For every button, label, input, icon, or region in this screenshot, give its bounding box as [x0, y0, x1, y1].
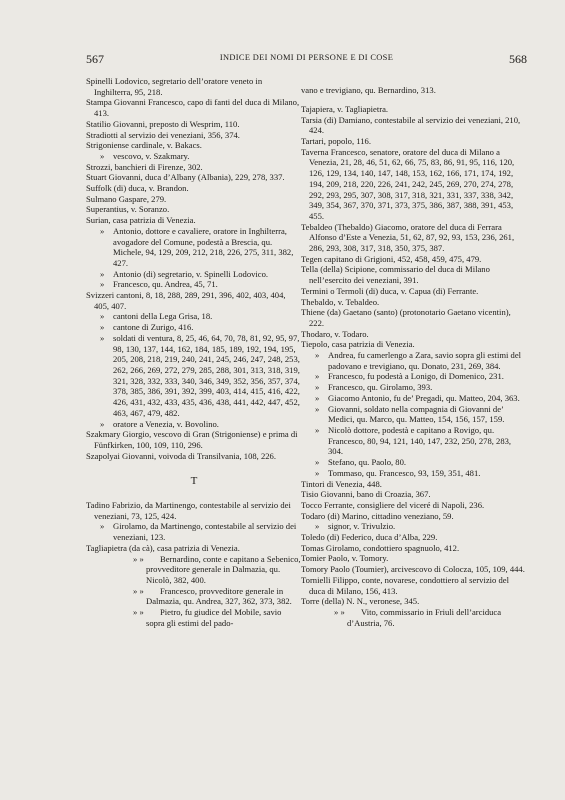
index-entry: [86, 451, 302, 462]
index-entry: [86, 97, 302, 118]
index-entry: [86, 429, 302, 450]
entry-text: Tomier Paolo, v. Tomory.: [301, 553, 389, 564]
index-entry: [301, 147, 527, 222]
entry-text: Todaro (di) Marino, cittadino veneziano, 59.: [301, 510, 454, 521]
ditto-mark: »: [100, 332, 105, 343]
index-entry: [301, 329, 527, 340]
ditto-mark: »: [100, 322, 105, 333]
entry-text: Tommaso, qu. Francesco, 93, 159, 351, 481.: [328, 467, 481, 478]
index-entry: [86, 76, 302, 97]
index-entry: [301, 553, 527, 564]
index-entry: [86, 140, 302, 151]
entry-text: cantone di Zurigo, 416.: [113, 322, 194, 333]
entry-text: Stampa Giovanni Francesco, capo di fanti del duca di Milano, 413.: [86, 97, 300, 119]
entry-text: Spinelli Lodovico, segretario dell’oratore veneto in Inghilterra, 95, 218.: [86, 76, 263, 97]
entry-text: Tartari, popolo, 116.: [301, 136, 371, 146]
index-subentry: [86, 554, 302, 586]
index-entry: [301, 500, 527, 511]
index-subentry: [301, 521, 527, 532]
entry-text: Toledo (di) Federico, duca d’Alba, 229.: [301, 532, 438, 543]
entry-text: Torre (della) N. N., veronese, 345.: [301, 596, 420, 607]
ditto-mark: »: [100, 225, 105, 236]
ditto-mark: »: [315, 403, 320, 414]
ditto-mark: »: [315, 371, 320, 382]
ditto-mark: »: [315, 382, 320, 393]
index-entry: [301, 564, 527, 575]
entry-continuation: [301, 85, 527, 96]
index-entry: [301, 115, 527, 136]
index-subentry: [301, 607, 527, 628]
index-entry: [301, 575, 527, 596]
index-entry: [86, 215, 302, 226]
entry-text: Girolamo, da Martinengo, contestabile al servizio dei veneziani, 123.: [113, 521, 297, 543]
index-entry: [301, 596, 527, 607]
index-subentry: [86, 311, 302, 322]
ditto-mark: »: [100, 279, 105, 290]
entry-text: Taverna Francesco, senatore, oratore del duca di Milano a Venezia, 21, 28, 46, 51, 62, 66, 75, 83, 86, 91, 95, 116, 120, 126, 129, 134, 140, 147, 148, 153, 162, 166, 171, 174, 192, 194, 209, 218, 220, 226, 241, 242, 245, 269, 270, 274, 278, 292, 293, 295, 307, 308, 317, 318, 321, 331, 337, 338, 342, 349, 354, 367, 370, 371, 373, 375, 386, 387, 388, 391, 453, 455.: [301, 146, 515, 221]
index-entry: [86, 130, 302, 141]
entry-text: Stuart Giovanni, duca d’Albany (Albania), 229, 278, 337.: [86, 172, 285, 183]
index-entry: [301, 222, 527, 254]
index-subentry: [86, 419, 302, 430]
entry-text: Andrea, fu camerlengo a Zara, savio sopra gli estimi del padovano e trevigiano, qu. Donato, 231, 269, 384.: [328, 350, 522, 371]
index-entry: [86, 500, 302, 521]
ditto-mark: »: [100, 150, 105, 161]
index-entry: [301, 297, 527, 308]
entry-text: Tadino Fabrizio, da Martinengo, contestabile al servizio dei veneziani, 73, 125, 424.: [86, 500, 291, 521]
entry-text: vescovo, v. Szakmary.: [113, 150, 190, 161]
index-entry: [86, 543, 302, 554]
entry-text: Francesco, provveditore generale in Dalmazia, qu. Andrea, 327, 362, 373, 382.: [146, 585, 292, 607]
index-entry: [86, 162, 302, 173]
index-subentry: [301, 393, 527, 404]
index-subentry: [86, 322, 302, 333]
index-subentry: [301, 382, 527, 393]
entry-text: Francesco, qu. Girolamo, 393.: [328, 382, 433, 393]
entry-text: Thebaldo, v. Tebaldeo.: [301, 296, 380, 307]
index-entry: [86, 204, 302, 215]
ditto-mark: »: [315, 350, 320, 361]
ditto-mark: »: [100, 521, 105, 532]
entry-text: Tegen capitano di Grigioni, 452, 458, 459, 475, 479.: [301, 253, 482, 264]
left-column: [86, 76, 302, 628]
ditto-mark: » »: [133, 585, 144, 596]
entry-text: Thiene (da) Gaetano (santo) (protonotario Gaetano vicentin), 222.: [301, 307, 511, 328]
entry-text: Statilio Giovanni, preposto di Wesprim, 110.: [86, 118, 240, 129]
page-header: [86, 52, 527, 66]
entry-text: Tagliapietra (da cà), casa patrizia di Venezia.: [86, 542, 240, 553]
index-subentry: [86, 151, 302, 162]
entry-text: T: [190, 475, 198, 488]
entry-text: Szakmary Giorgio, vescovo di Gran (Strigoniense) e prima di Fünfkirken, 100, 109, 110, 296.: [86, 429, 298, 450]
index-subentry: [86, 279, 302, 290]
index-subentry: [301, 457, 527, 468]
entry-text: Francesco, fu podestà a Lonigo, di Domenico, 231.: [328, 371, 504, 382]
ditto-mark: »: [315, 467, 320, 478]
index-entry: [86, 119, 302, 130]
entry-text: Bernardino, conte e capitano a Sebenico, provveditore generale in Dalmazia, qu. Nicolò, 382, 400.: [146, 553, 301, 585]
entry-text: Stradiotti al servizio dei veneziani, 356, 374.: [86, 129, 240, 140]
entry-text: Giovanni, soldato nella compagnia di Giovanni de’ Medici, qu. Marco, qu. Matteo, 154, 156, 157, 159.: [328, 403, 505, 425]
index-entry: [301, 543, 527, 554]
index-subentry: [301, 425, 527, 457]
entry-text: Stefano, qu. Paolo, 80.: [328, 457, 407, 468]
entry-text: Francesco, qu. Andrea, 45, 71.: [113, 279, 218, 290]
entry-text: Strigoniense cardinale, v. Bakacs.: [86, 140, 202, 151]
index-entry: [301, 532, 527, 543]
ditto-mark: » »: [334, 606, 345, 617]
entry-text: oratore a Venezia, v. Bovolino.: [113, 418, 219, 429]
entry-text: Thodaro, v. Todaro.: [301, 328, 369, 339]
entry-text: Tisio Giovanni, bano di Croazia, 367.: [301, 489, 431, 500]
section-letter: [86, 476, 302, 487]
index-entry: [301, 286, 527, 297]
index-entry: [301, 307, 527, 328]
index-entry: [86, 183, 302, 194]
entry-text: Tajapiera, v. Tagliapietra.: [301, 103, 389, 114]
ditto-mark: »: [100, 268, 105, 279]
page-number-left: 567: [86, 52, 104, 66]
index-entry: [301, 104, 527, 115]
entry-text: Tiepolo, casa patrizia di Venezia.: [301, 339, 415, 350]
entry-text: Tintori di Venezia, 448.: [301, 478, 382, 489]
ditto-mark: »: [100, 311, 105, 322]
entry-text: Antonio, dottore e cavaliere, oratore in Inghilterra, avogadore del Comune, podestà a Brescia, qu. Michele, 94, 129, 209, 212, 218, 226, 275, 311, 382, 427.: [113, 225, 294, 268]
entry-text: Szapolyai Giovanni, voivoda di Transilvania, 108, 226.: [86, 450, 277, 461]
entry-text: Tomas Girolamo, condottiero spagnuolo, 412.: [301, 542, 460, 553]
index-subentry: [301, 468, 527, 479]
entry-text: signor, v. Trivulzio.: [328, 521, 396, 532]
index-entry: [86, 172, 302, 183]
index-entry: [301, 339, 527, 350]
entry-text: Vito, commissario in Friuli dell’arciduca d’Austria, 76.: [347, 606, 502, 628]
entry-text: Tocco Ferrante, consigliere del viceré di Napoli, 236.: [301, 499, 485, 510]
running-title: INDICE DEI NOMI DI PERSONE E DI COSE: [219, 53, 394, 62]
index-subentry: [301, 371, 527, 382]
index-subentry: [86, 269, 302, 280]
entry-text: Sulmano Gaspare, 279.: [86, 193, 167, 204]
index-subentry: [86, 333, 302, 419]
ditto-mark: » »: [133, 607, 144, 618]
ditto-mark: »: [100, 418, 105, 429]
index-entry: [86, 290, 302, 311]
index-subentry: [86, 607, 302, 628]
right-column: [301, 76, 527, 628]
entry-text: Tella (della) Scipione, commissario del duca di Milano nell’esercito dei veneziani, 391.: [301, 264, 490, 286]
index-entry: [301, 136, 527, 147]
index-subentry: [86, 226, 302, 269]
entry-text: Surian, casa patrizia di Venezia.: [86, 215, 196, 226]
entry-text: Tornielli Filippo, conte, novarese, condottiero al servizio del duca di Milano, 156, 413.: [301, 574, 509, 596]
index-entry: [301, 479, 527, 490]
entry-text: Svizzeri cantoni, 8, 18, 288, 289, 291, 396, 402, 403, 404, 405, 407.: [86, 290, 286, 311]
entry-text: Termini o Termoli (di) duca, v. Capua (di) Ferrante.: [301, 285, 479, 296]
page-number-right: 568: [509, 52, 527, 66]
index-entry: [301, 489, 527, 500]
index-entry: [86, 194, 302, 205]
entry-text: Giacomo Antonio, fu de’ Pregadi, qu. Matteo, 204, 363.: [328, 392, 520, 403]
entry-text: Tomory Paolo (Toumier), arcivescovo di Colocza, 105, 109, 444.: [301, 564, 525, 575]
index-entry: [301, 264, 527, 285]
entry-text: Pietro, fu giudice del Mobile, savio sopra gli estimi del pado-: [146, 607, 282, 628]
entry-text: Tebaldeo (Thebaldo) Giacomo, oratore del duca di Ferrara Alfonso d’Este a Venezia, 51, 62, 87, 92, 93, 153, 236, 261, 286, 293, 308, 317, 318, 350, 375, 387.: [301, 221, 515, 254]
index-subentry: [301, 350, 527, 371]
ditto-mark: »: [315, 424, 320, 435]
entry-text: Superantius, v. Soranzo.: [86, 204, 170, 215]
ditto-mark: »: [315, 392, 320, 403]
entry-text: soldati di ventura, 8, 25, 46, 64, 70, 78, 81, 92, 95, 97, 98, 130, 137, 144, 162, 184, 185, 189, 192, 194, 195, 205, 208, 218, 219, 240, 241, 245, 246, 247, 248, 253, 262, 266, 269, 272, 279, 285, 288, 301, 313, 318, 319, 321, 328, 332, 333, 340, 346, 349, 352, 356, 357, 374, 378, 385, 386, 391, 392, 399, 403, 414, 415, 416, 422, 426, 431, 432, 433, 435, 436, 438, 441, 442, 447, 452, 463, 467, 479, 482.: [113, 332, 300, 418]
index-subentry: [86, 521, 302, 542]
entry-text: Antonio (di) segretario, v. Spinelli Lodovico.: [113, 268, 269, 279]
entry-text: vano e trevigiano, qu. Bernardino, 313.: [301, 84, 436, 95]
index-entry: [301, 254, 527, 265]
entry-text: cantoni della Lega Grisa, 18.: [113, 311, 213, 322]
ditto-mark: » »: [133, 553, 144, 564]
ditto-mark: »: [315, 457, 320, 468]
index-subentry: [86, 586, 302, 607]
ditto-mark: »: [315, 521, 320, 532]
entry-text: Suffolk (di) duca, v. Brandon.: [86, 183, 189, 194]
entry-text: Strozzi, banchieri di Firenze, 302.: [86, 161, 203, 172]
entry-text: Tarsia (di) Damiano, contestabile al servizio dei veneziani, 210, 424.: [301, 114, 521, 136]
index-subentry: [301, 404, 527, 425]
index-entry: [301, 511, 527, 522]
entry-text: Nicolò dottore, podestà e capitano a Rovigo, qu. Francesco, 80, 94, 121, 140, 147, 232, 250, 278, 283, 304.: [328, 424, 512, 457]
